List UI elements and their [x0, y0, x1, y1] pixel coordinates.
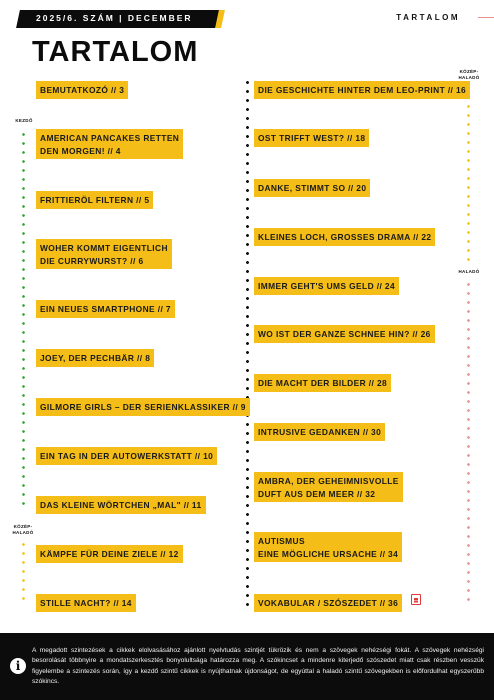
- footer-text: A megadott szintezések a cikkek elolvasásához ajánlott nyelvtudás szintjét tükrözik és nem a szövegek nehézségi fokát. A szövegek nehézségi besorolását többnyire a mondatszerkesztés bonyolultsága határozza meg. A szókincset a mindenre kiterjedő szószedet miatt csak részben vesszük figyelembe a szintezés során, így a kezdő szintű cikkek is nyújthatnak újdonságot, de egyúttal a haladó szintű szövegekben is előfordulhat egyszerűbb szókincs.: [32, 647, 484, 686]
- toc-item-right[interactable]: DIE GESCHICHTE HINTER DEM LEO-PRINT // 16: [254, 81, 470, 99]
- section-label: TARTALOM: [396, 13, 460, 22]
- toc-item-left[interactable]: FRITTIERÖL FILTERN // 5: [36, 191, 153, 209]
- toc-item-left[interactable]: EIN TAG IN DER AUTOWERKSTATT // 10: [36, 447, 217, 465]
- page-title: TARTALOM: [32, 36, 199, 68]
- intermediate-level-rail-left: [22, 540, 25, 606]
- intermediate-level-rail-right: [467, 84, 470, 262]
- issue-label: 2025/6. SZÁM | DECEMBER: [36, 13, 193, 23]
- toc-item-right[interactable]: DIE MACHT DER BILDER // 28: [254, 374, 391, 392]
- toc-item-right[interactable]: OST TRIFFT WEST? // 18: [254, 129, 369, 147]
- toc-item-left[interactable]: DAS KLEINE WÖRTCHEN „MAL" // 11: [36, 496, 206, 514]
- vocabulary-list-icon: [411, 594, 421, 605]
- level-label-beginner: KEZDŐ: [15, 118, 33, 123]
- toc-item-left[interactable]: AMERICAN PANCAKES RETTEN DEN MORGEN! // 4: [36, 129, 183, 159]
- toc-item-right[interactable]: WO IST DER GANZE SCHNEE HIN? // 26: [254, 325, 435, 343]
- content-spine: [246, 78, 249, 608]
- toc-item-right[interactable]: AUTISMUS EINE MÖGLICHE URSACHE // 34: [254, 532, 402, 562]
- info-icon: i: [10, 658, 26, 674]
- toc-item-left[interactable]: STILLE NACHT? // 14: [36, 594, 136, 612]
- level-label-intermediate-right: KÖZÉP- HALADÓ: [458, 69, 480, 80]
- toc-item-left[interactable]: JOEY, DER PECHBÄR // 8: [36, 349, 154, 367]
- toc-item-right[interactable]: VOKABULAR / SZÓSZEDET // 36: [254, 594, 402, 612]
- section-label-rule: [478, 17, 494, 18]
- toc-item-right[interactable]: IMMER GEHT'S UMS GELD // 24: [254, 277, 399, 295]
- toc-item-left[interactable]: KÄMPFE FÜR DEINE ZIELE // 12: [36, 545, 183, 563]
- toc-item-left[interactable]: WOHER KOMMT EIGENTLICH DIE CURRYWURST? // 6: [36, 239, 172, 269]
- level-label-intermediate-left: KÖZÉP- HALADÓ: [12, 524, 34, 535]
- advanced-level-rail: [467, 280, 470, 606]
- level-label-advanced: HALADÓ: [458, 269, 480, 274]
- toc-item-right[interactable]: INTRUSIVE GEDANKEN // 30: [254, 423, 385, 441]
- toc-item-right[interactable]: KLEINES LOCH, GROSSES DRAMA // 22: [254, 228, 435, 246]
- toc-item-right[interactable]: AMBRA, DER GEHEIMNISVOLLE DUFT AUS DEM MEER // 32: [254, 472, 403, 502]
- toc-item-right[interactable]: DANKE, STIMMT SO // 20: [254, 179, 370, 197]
- toc-item-left[interactable]: EIN NEUES SMARTPHONE // 7: [36, 300, 175, 318]
- beginner-level-rail: [22, 130, 25, 506]
- toc-item-left[interactable]: GILMORE GIRLS – DER SERIENKLASSIKER // 9: [36, 398, 250, 416]
- toc-item-left[interactable]: BEMUTATKOZÓ // 3: [36, 81, 128, 99]
